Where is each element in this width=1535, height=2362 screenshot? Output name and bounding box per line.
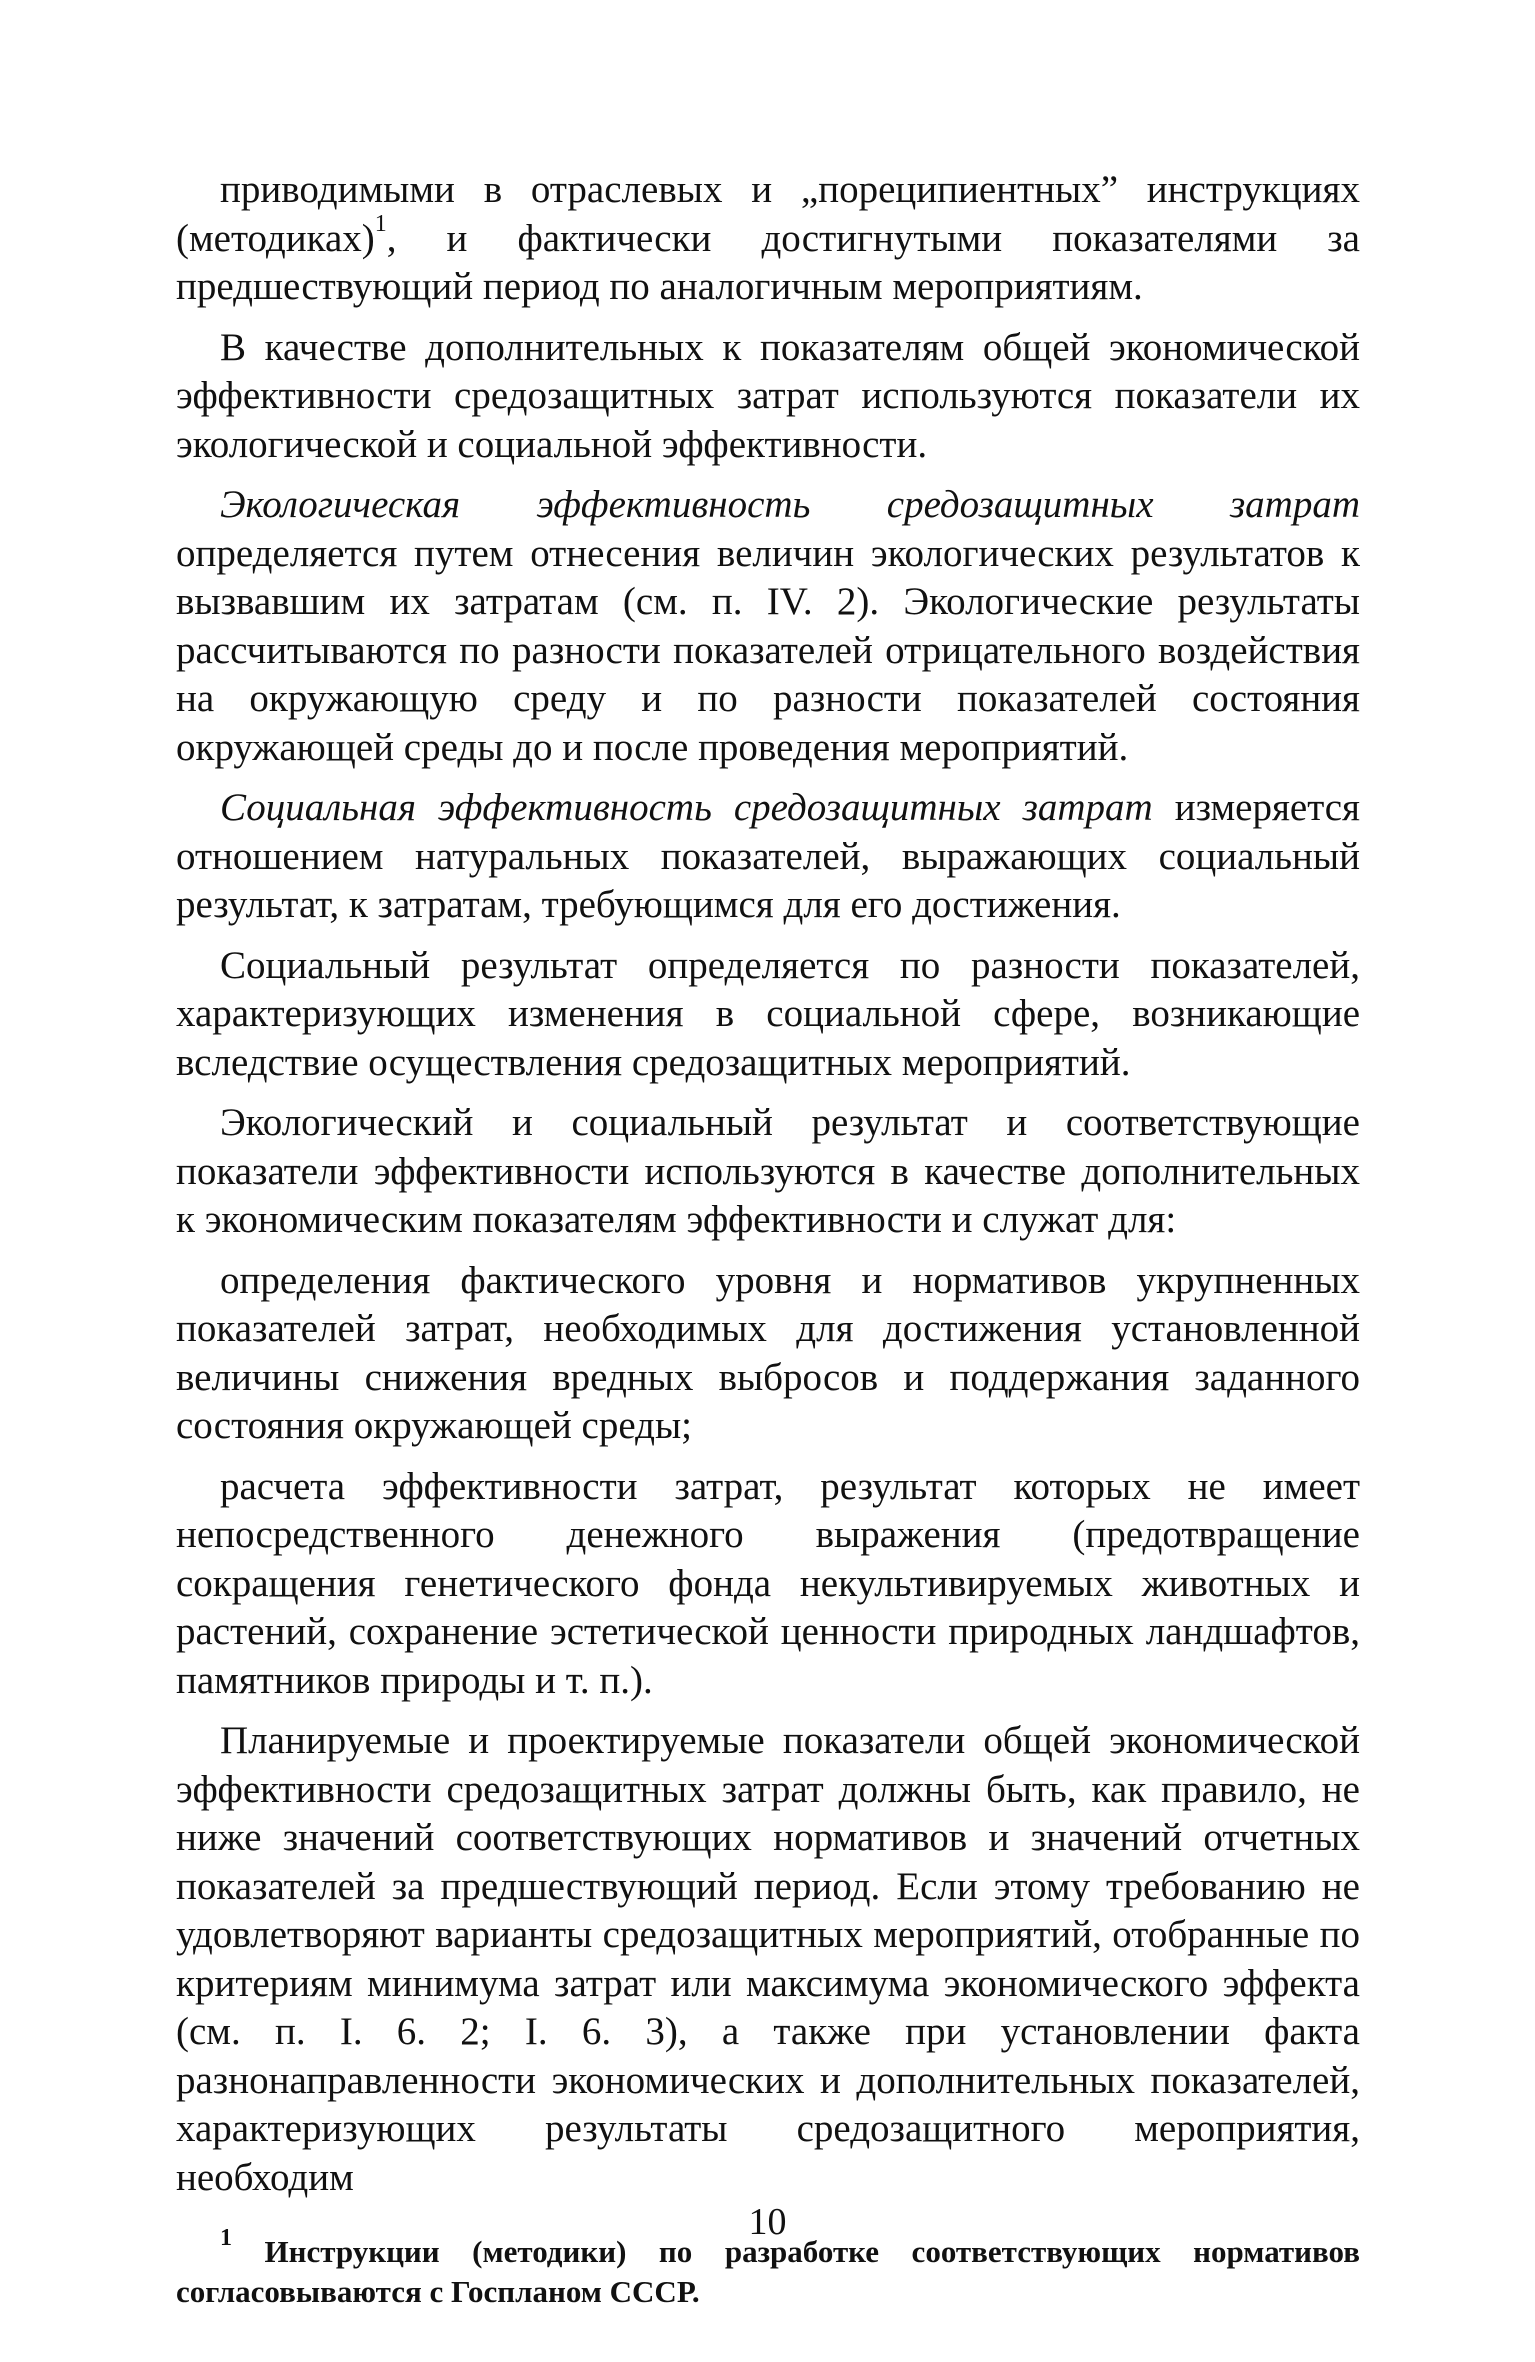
paragraph-9: Планируемые и проектируемые показатели общей экономической эффективности средозащитных затрат должны быть, как правило, не ниже значений соответствующих нормативов и значений отчетных показателей за предшествующий период. Если этому требованию не удовлетворяют варианты средозащитных мероприятий, отобранные по критериям минимума затрат или максимума экономического эффекта (см. п. I. 6. 2; I. 6. 3), а также при установлении факта разнонаправленности экономических и дополнительных показателей, характеризующих результаты средозащитного мероприятия, необходим bbox=[176, 1719, 1360, 2199]
footnote-mark: 1 bbox=[220, 2224, 232, 2251]
paragraph-2: В качестве дополнительных к показателям общей экономической эффективности средозащитных затрат используются показатели их экологической и социальной эффективности. bbox=[176, 325, 1360, 466]
term-ecological-efficiency: Экологическая эффективность средозащитных затрат bbox=[220, 483, 1360, 526]
footnote-text: Инструкции (методики) по разработке соответствующих нормативов согласовываются с Госпланом СССР. bbox=[176, 2234, 1360, 2309]
paragraph-1 bbox=[176, 166, 1360, 312]
page-body bbox=[176, 166, 1360, 2343]
paragraph-1-text: приводимыми в отраслевых и „пореципиентных” инструкциях (методиках) bbox=[176, 168, 1360, 260]
paragraph-3 bbox=[176, 481, 1360, 772]
footnote-ref: 1 bbox=[374, 210, 387, 237]
paragraph-3-text: определяется путем отнесения величин экологических результатов к вызвавшим их затратам (см. п. IV. 2). Экологические результаты рассчитываются по разности показателей отрицательного воздействия на окружающую среду и по разности показателей состояния окружающей среды до и после проведения мероприятий. bbox=[176, 531, 1360, 769]
paragraph-4 bbox=[176, 784, 1360, 930]
term-social-efficiency: Социальная эффективность средозащитных затрат bbox=[220, 786, 1153, 829]
paragraph-1-text-cont: , и фактически достигнутыми показателями за предшествующий период по аналогичным мероприятиям. bbox=[176, 216, 1360, 308]
paragraph-6: Экологический и социальный результат и соответствующие показатели эффективности используются в качестве дополнительных к экономическим показателям эффективности и служат для: bbox=[176, 1101, 1360, 1241]
footnote bbox=[176, 2224, 1360, 2312]
list-item-1: определения фактического уровня и нормативов укрупненных показателей затрат, необходимых для достижения установленной величины снижения вредных выбросов и поддержания заданного состояния окружающей среды; bbox=[176, 1258, 1360, 1447]
paragraph-5: Социальный результат определяется по разности показателей, характеризующих изменения в социальной сфере, возникающие вследствие осуществления средозащитных мероприятий. bbox=[176, 943, 1360, 1084]
paragraph-4-text: измеряется отношением натуральных показателей, выражающих социальный результат, к затратам, требующимся для его достижения. bbox=[176, 786, 1360, 926]
list-item-2: расчета эффективности затрат, результат которых не имеет непосредственного денежного выражения (предотвращение сокращения генетического фонда некультивируемых животных и растений, сохранение эстетической ценности природных ландшафтов, памятников природы и т. п.). bbox=[176, 1464, 1360, 1702]
page-number: 10 bbox=[748, 2201, 787, 2243]
